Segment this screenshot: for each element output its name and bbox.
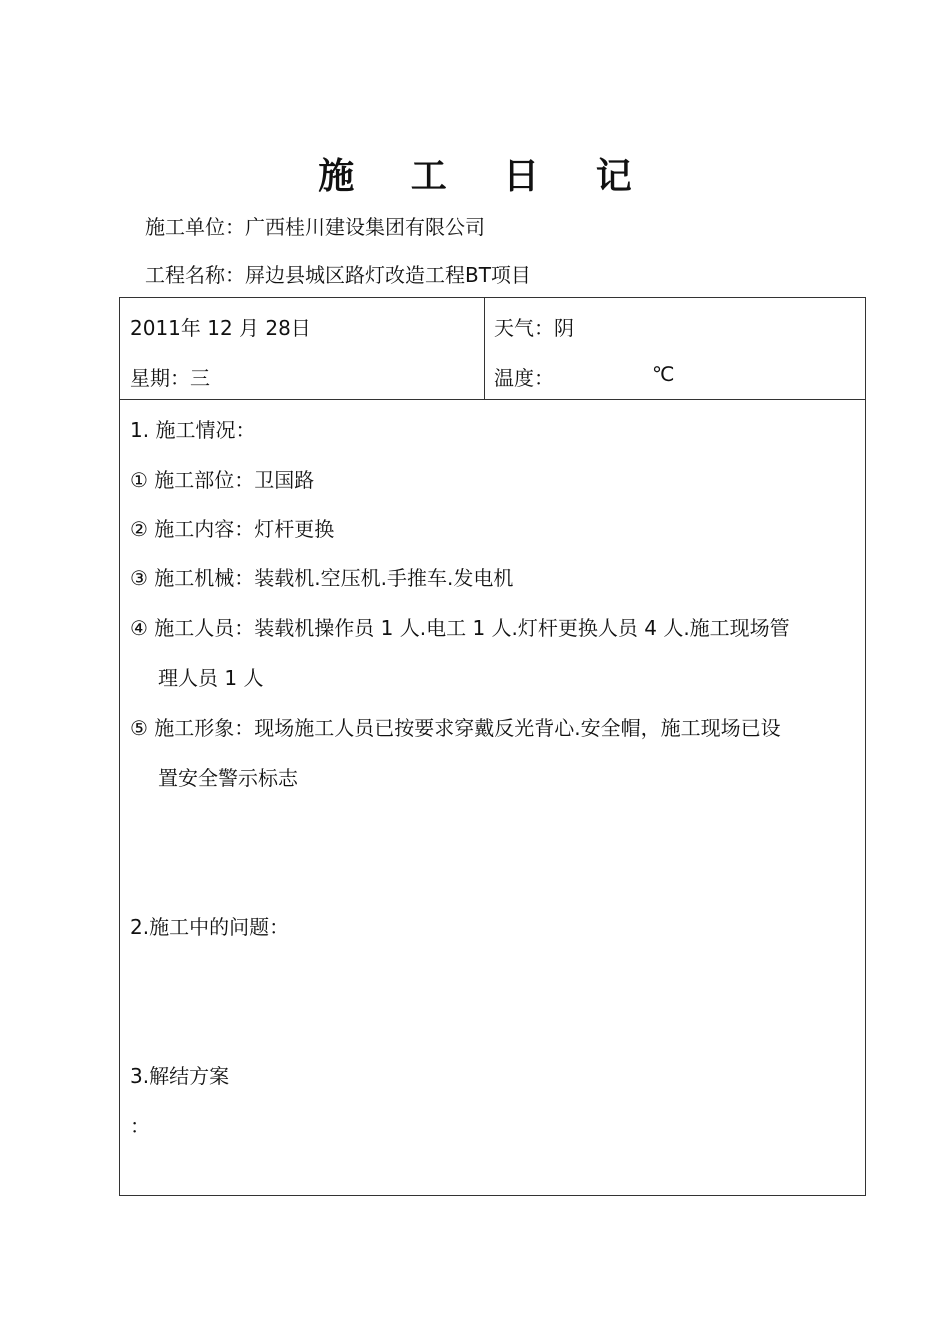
diary-table: [119, 297, 866, 1196]
item-personnel: ④ 施工人员：装载机操作员 1 人.电工 1 人.灯杆更换人员 4 人.施工现场管: [130, 616, 790, 640]
date-cell: 2011年 12 月 28日: [130, 316, 311, 340]
row-divider: [120, 399, 865, 400]
item-machinery: ③ 施工机械：装载机.空压机.手推车.发电机: [130, 566, 514, 590]
temperature-label: 温度：: [494, 366, 554, 390]
item-location: ① 施工部位：卫国路: [130, 468, 315, 492]
column-divider: [484, 298, 485, 399]
page-title: 施 工 日 记: [318, 155, 654, 197]
item-content: ② 施工内容：灯杆更换: [130, 517, 335, 541]
weekday-cell: 星期：三: [130, 366, 210, 390]
item-appearance-cont: 置安全警示标志: [158, 766, 298, 790]
section3-colon: ：: [130, 1114, 150, 1138]
section1-heading: 1. 施工情况：: [130, 418, 256, 442]
construction-unit: 施工单位：广西桂川建设集团有限公司: [145, 215, 485, 239]
temperature-unit: ℃: [652, 362, 675, 386]
item-personnel-cont: 理人员 1 人: [158, 666, 264, 690]
weather-cell: 天气：阴: [494, 316, 574, 340]
project-name: 工程名称：屏边县城区路灯改造工程BT项目: [145, 263, 531, 287]
item-appearance: ⑤ 施工形象：现场施工人员已按要求穿戴反光背心.安全帽，施工现场已设: [130, 716, 781, 740]
section3-heading: 3.解结方案: [130, 1064, 230, 1088]
section2-heading: 2.施工中的问题：: [130, 915, 290, 939]
